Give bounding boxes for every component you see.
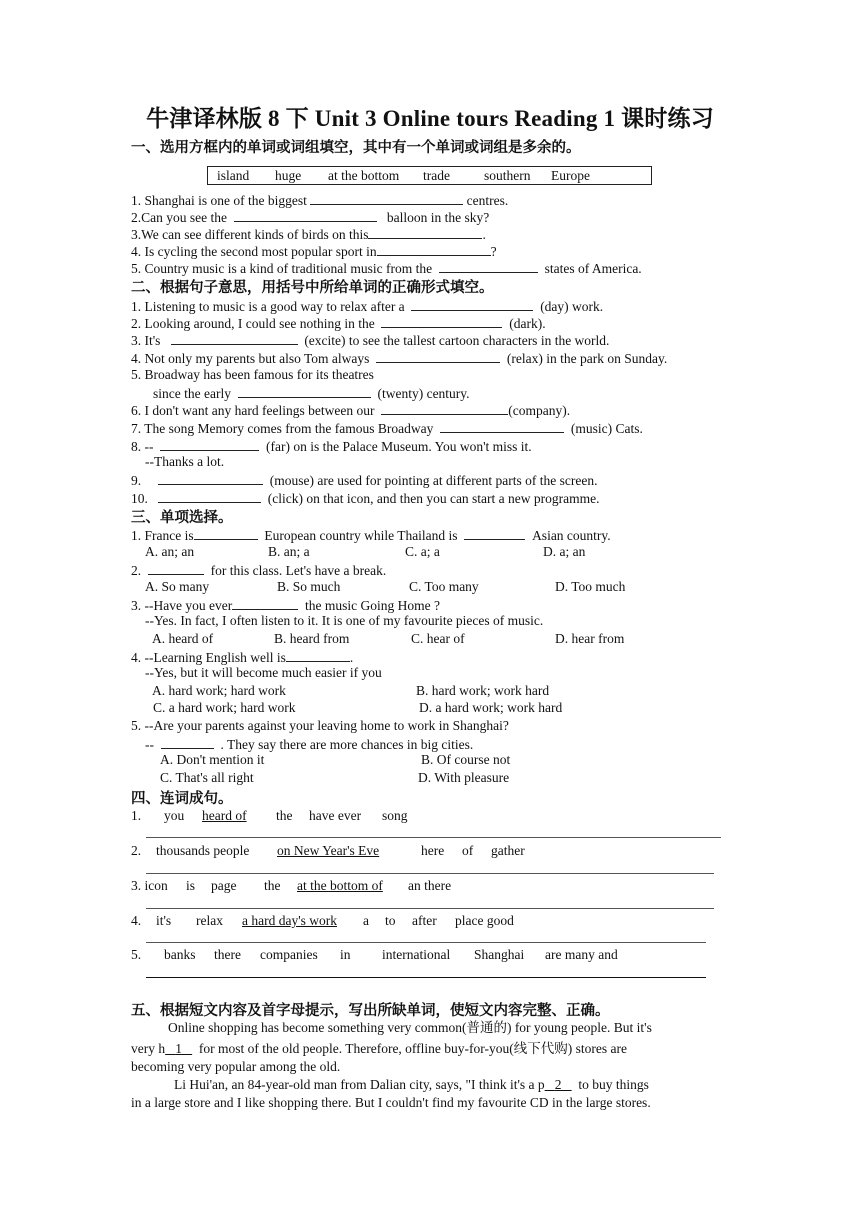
- word-box-item: island: [217, 168, 250, 183]
- option-c[interactable]: C. That's all right: [160, 770, 254, 785]
- answer-line[interactable]: [146, 837, 721, 838]
- option-d[interactable]: D. hear from: [555, 631, 625, 646]
- section3-heading: 三、单项选择。: [131, 510, 233, 526]
- s1-question-4: 4. Is cycling the second most popular sport in ?: [131, 241, 497, 260]
- section1-heading: 一、选用方框内的单词或词组填空，其中有一个单词或词组是多余的。: [131, 140, 581, 156]
- answer-blank[interactable]: [377, 241, 491, 256]
- answer-line[interactable]: [146, 908, 714, 909]
- option-d[interactable]: D. Too much: [555, 579, 626, 594]
- option-a[interactable]: A. Don't mention it: [160, 752, 265, 767]
- option-b[interactable]: B. an; a: [268, 544, 310, 559]
- passage-line: Li Hui'an, an 84-year-old man from Dalian city, says, "I think it's a p 2 to buy things: [174, 1077, 649, 1092]
- section4-heading: 四、连词成句。: [131, 791, 233, 807]
- s2-question-4: 4. Not only my parents but also Tom always (relax) in the park on Sunday.: [131, 348, 667, 367]
- option-c[interactable]: C. a; a: [405, 544, 440, 559]
- s2-question-8: 8. -- (far) on is the Palace Museum. You won't miss it.: [131, 436, 532, 455]
- word-box-item: at the bottom: [328, 168, 400, 183]
- word-box-item: trade: [423, 168, 450, 183]
- answer-blank[interactable]: [234, 207, 377, 222]
- answer-blank[interactable]: [439, 258, 538, 273]
- option-b[interactable]: B. heard from: [274, 631, 350, 646]
- s2-question-8-reply: --Thanks a lot.: [145, 454, 225, 469]
- answer-blank[interactable]: [464, 525, 525, 540]
- option-b[interactable]: B. So much: [277, 579, 341, 594]
- s4-row-4: 4. it's relax a hard day's work a to after place good: [131, 913, 514, 928]
- answer-blank[interactable]: [368, 224, 482, 239]
- answer-line[interactable]: [146, 942, 706, 943]
- s2-question-1: 1. Listening to music is a good way to relax after a (day) work.: [131, 296, 603, 315]
- answer-blank[interactable]: [194, 525, 258, 540]
- s2-question-9: 9. (mouse) are used for pointing at different parts of the screen.: [131, 470, 598, 489]
- s2-question-5-cont: since the early (twenty) century.: [153, 383, 470, 402]
- s1-question-1: 1. Shanghai is one of the biggest centres.: [131, 190, 508, 209]
- s4-row-3: 3. icon is page the at the bottom of an there: [131, 878, 452, 893]
- option-c[interactable]: C. Too many: [409, 579, 479, 594]
- answer-blank[interactable]: [286, 647, 350, 662]
- passage-line: very h 1 for most of the old people. Therefore, offline buy-for-you(线下代购) stores are: [131, 1041, 627, 1056]
- s3-question-4-reply: --Yes, but it will become much easier if you: [145, 665, 382, 680]
- s2-question-6: 6. I don't want any hard feelings between our (company).: [131, 400, 570, 419]
- answer-blank[interactable]: [232, 595, 298, 610]
- answer-line[interactable]: [146, 977, 706, 978]
- s3-question-3: 3. --Have you ever the music Going Home ?: [131, 595, 440, 614]
- answer-blank[interactable]: [310, 190, 463, 205]
- option-a[interactable]: A. heard of: [152, 631, 214, 646]
- answer-blank[interactable]: [158, 488, 261, 503]
- answer-blank[interactable]: 1: [175, 1041, 182, 1056]
- s4-row-2: 2. thousands people on New Year's Eve here of gather: [131, 843, 525, 858]
- passage-line: Online shopping has become something very common(普通的) for young people. But it's: [168, 1020, 652, 1035]
- s4-row-1: 1. you heard of the have ever song: [131, 808, 408, 823]
- s2-question-5: 5. Broadway has been famous for its theatres: [131, 367, 374, 382]
- s3-question-2: 2. for this class. Let's have a break.: [131, 560, 386, 579]
- answer-blank[interactable]: 2: [554, 1077, 562, 1092]
- answer-blank[interactable]: [381, 313, 502, 328]
- option-c[interactable]: C. a hard work; hard work: [153, 700, 296, 715]
- answer-blank[interactable]: [440, 418, 564, 433]
- passage-line: becoming very popular among the old.: [131, 1059, 341, 1074]
- s1-question-5: 5. Country music is a kind of traditional music from the states of America.: [131, 258, 642, 277]
- answer-blank[interactable]: [376, 348, 500, 363]
- s2-question-2: 2. Looking around, I could see nothing in the (dark).: [131, 313, 546, 332]
- answer-blank[interactable]: [411, 296, 533, 311]
- page-title: 牛津译林版 8 下 Unit 3 Online tours Reading 1 课时练习: [146, 106, 714, 131]
- option-a[interactable]: A. So many: [145, 579, 210, 594]
- s2-question-10: 10. (click) on that icon, and then you can start a new programme.: [131, 488, 600, 507]
- option-b[interactable]: B. hard work; work hard: [416, 683, 550, 698]
- answer-line[interactable]: [146, 873, 714, 874]
- s3-question-3-reply: --Yes. In fact, I often listen to it. It is one of my favourite pieces of music.: [145, 613, 544, 628]
- s3-question-5-reply: -- . They say there are more chances in big cities.: [145, 734, 473, 753]
- word-box-item: huge: [275, 168, 302, 183]
- s3-question-4: 4. --Learning English well is .: [131, 647, 353, 666]
- word-box-item: southern: [484, 168, 531, 183]
- s4-row-5: 5. banks there companies in international Shanghai are many and: [131, 947, 618, 962]
- word-box: [207, 166, 652, 185]
- answer-blank[interactable]: [148, 560, 204, 575]
- word-box-item: Europe: [551, 168, 590, 183]
- answer-blank[interactable]: [161, 734, 214, 749]
- option-d[interactable]: D. a hard work; work hard: [419, 700, 563, 715]
- s2-question-7: 7. The song Memory comes from the famous Broadway (music) Cats.: [131, 418, 643, 437]
- option-a[interactable]: A. an; an: [145, 544, 195, 559]
- s1-question-2: 2.Can you see the balloon in the sky?: [131, 207, 489, 226]
- answer-blank[interactable]: [381, 400, 508, 415]
- s2-question-3: 3. It's (excite) to see the tallest cartoon characters in the world.: [131, 330, 609, 349]
- option-c[interactable]: C. hear of: [411, 631, 465, 646]
- answer-blank[interactable]: [160, 436, 259, 451]
- s1-question-3: 3.We can see different kinds of birds on this .: [131, 224, 486, 243]
- passage-line: in a large store and I like shopping there. But I couldn't find my favourite CD in the large stores.: [131, 1095, 651, 1110]
- s3-question-5: 5. --Are your parents against your leaving home to work in Shanghai?: [131, 718, 509, 733]
- answer-blank[interactable]: [158, 470, 263, 485]
- section5-heading: 五、根据短文内容及首字母提示，写出所缺单词，使短文内容完整、正确。: [131, 1003, 610, 1019]
- option-b[interactable]: B. Of course not: [421, 752, 511, 767]
- answer-blank[interactable]: [171, 330, 298, 345]
- option-d[interactable]: D. a; an: [543, 544, 586, 559]
- option-d[interactable]: D. With pleasure: [418, 770, 510, 785]
- section2-heading: 二、根据句子意思，用括号中所给单词的正确形式填空。: [131, 280, 494, 296]
- s3-question-1: 1. France is European country while Thailand is Asian country.: [131, 525, 611, 544]
- option-a[interactable]: A. hard work; hard work: [152, 683, 286, 698]
- answer-blank[interactable]: [238, 383, 371, 398]
